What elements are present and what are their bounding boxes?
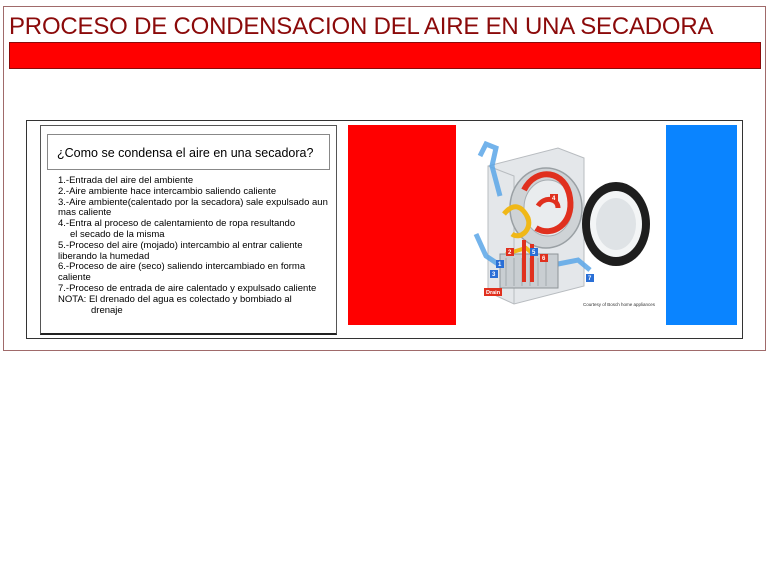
red-color-block [348,125,456,325]
marker-1: 1 [498,262,502,268]
page-title: PROCESO DE CONDENSACION DEL AIRE EN UNA SECADORA [9,13,714,40]
question-heading: ¿Como se condensa el aire en una secadora? [47,134,330,170]
note-item: drenaje [91,304,123,316]
step-item: 4.-Entra al proceso de calentamiento de ropa resultando [58,218,296,230]
step-item: el secado de la misma [70,228,165,240]
marker-2: 2 [508,250,512,256]
note-item: NOTA: El drenado del agua es colectado y bombiado al [58,293,292,305]
marker-3: 3 [492,272,496,278]
marker-5: 5 [532,250,536,256]
step-item: 6.-Proceso de aire (seco) saliendo intercambiado en forma caliente [58,261,306,284]
blue-color-block [666,125,737,325]
steps-list [58,176,328,316]
image-credit: Courtesy of Bosch home appliances [583,302,656,307]
step-item: 2.-Aire ambiente hace intercambio saliendo caliente [58,185,277,197]
step-item: 5.-Proceso del aire (mojado) intercambio al entrar caliente liberando la humedad [58,239,303,262]
title-bar [9,42,761,69]
dryer-illustration [466,136,660,314]
drain-label: Drain [486,290,501,296]
step-item: 1.-Entrada del aire del ambiente [58,175,194,186]
marker-6: 6 [542,256,546,262]
marker-4: 4 [552,196,556,202]
step-item: 3.-Aire ambiente(calentado por la secadora) sale expulsado aun mas caliente [58,196,328,219]
step-item: 7.-Proceso de entrada de aire calentado y expulsado caliente [58,282,317,294]
marker-7: 7 [588,276,592,282]
